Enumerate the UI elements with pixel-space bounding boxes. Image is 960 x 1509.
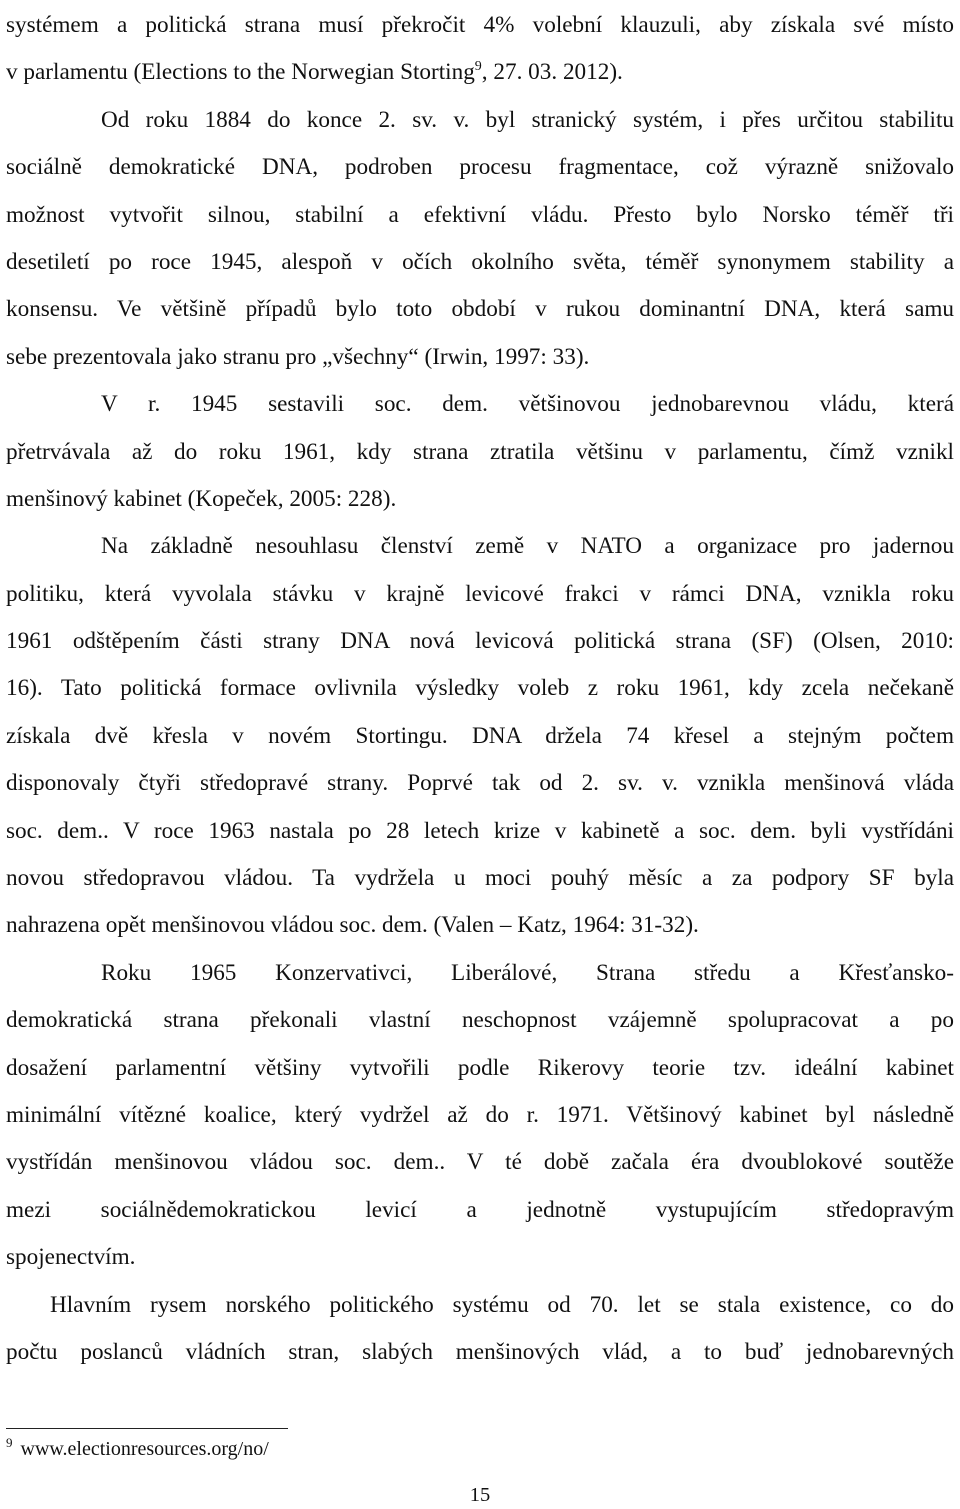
text-line: Na základně nesouhlasu členství země v NATO a organizace pro jadernou bbox=[101, 533, 954, 560]
text-line: desetiletí po roce 1945, alespoň v očích okolního světa, téměř synonymem stability a bbox=[6, 248, 954, 275]
text-line: dosažení parlamentní většiny vytvořili podle Rikerovy teorie tzv. ideální kabinet bbox=[6, 1054, 954, 1081]
text-line: menšinový kabinet (Kopeček, 2005: 228). bbox=[6, 485, 397, 512]
footnote-link[interactable]: www.electionresources.org/no/ bbox=[20, 1438, 269, 1460]
page-number: 15 bbox=[469, 1484, 491, 1506]
text-line: přetrvávala až do roku 1961, kdy strana ztratila většinu v parlamentu, čímž vznikl bbox=[6, 438, 954, 465]
text-line: mezi sociálnědemokratickou levicí a jednotně vystupujícím středopravým bbox=[6, 1196, 954, 1223]
text-line bbox=[6, 49, 954, 96]
text-line: disponovaly čtyři středopravé strany. Poprvé tak od 2. sv. v. vznikla menšinová vláda bbox=[6, 770, 954, 797]
footnote-marker: 9 bbox=[6, 1435, 13, 1450]
text-line: Roku 1965 Konzervativci, Liberálové, Strana středu a Křesťansko- bbox=[101, 959, 954, 986]
text-line: demokratická strana překonali vlastní neschopnost vzájemně spolupracovat a po bbox=[6, 1007, 954, 1034]
text-line-content: v parlamentu (Elections to the Norwegian Storting bbox=[6, 59, 475, 86]
text-line: Hlavním rysem norského politického systému od 70. let se stala existence, co do bbox=[50, 1291, 954, 1318]
text-line-content: , 27. 03. 2012). bbox=[481, 59, 623, 86]
text-line: Od roku 1884 do konce 2. sv. v. byl stranický systém, i přes určitou stabilitu bbox=[101, 106, 954, 133]
footnote-divider bbox=[6, 1428, 288, 1429]
text-line: sociálně demokratické DNA, podroben procesu fragmentace, což výrazně snižovalo bbox=[6, 154, 954, 181]
text-line: 16). Tato politická formace ovlivnila výsledky voleb z roku 1961, kdy zcela nečekaně bbox=[6, 675, 954, 702]
text-line: minimální vítězné koalice, který vydržel až do r. 1971. Většinový kabinet byl následně bbox=[6, 1101, 954, 1128]
text-line: politiku, která vyvolala stávku v krajně levicové frakci v rámci DNA, vznikla roku bbox=[6, 580, 954, 607]
text-line: systémem a politická strana musí překročit 4% volební klauzuli, aby získala své místo bbox=[6, 12, 954, 38]
text-line: 1961 odštěpením části strany DNA nová levicová politická strana (SF) (Olsen, 2010: bbox=[6, 628, 954, 655]
body-text bbox=[6, 2, 954, 1376]
text-line: konsensu. Ve většině případů bylo toto období v rukou dominantní DNA, která samu bbox=[6, 296, 954, 323]
text-line: novou středopravou vládou. Ta vydržela u moci pouhý měsíc a za podpory SF byla bbox=[6, 865, 954, 892]
text-line: získala dvě křesla v novém Stortingu. DNA držela 74 křesel a stejným počtem bbox=[6, 722, 954, 749]
text-line: počtu poslanců vládních stran, slabých menšinových vlád, a to buď jednobarevných bbox=[6, 1338, 954, 1365]
text-line: spojenectvím. bbox=[6, 1244, 136, 1271]
footnote bbox=[6, 1437, 269, 1461]
text-line: vystřídán menšinovou vládou soc. dem.. V té době začala éra dvoublokové soutěže bbox=[6, 1149, 954, 1176]
text-line: V r. 1945 sestavili soc. dem. většinovou jednobarevnou vládu, která bbox=[101, 391, 954, 418]
footnote-reference[interactable]: 9 bbox=[474, 59, 482, 75]
text-line: sebe prezentovala jako stranu pro „všechny“ (Irwin, 1997: 33). bbox=[6, 343, 590, 370]
text-line: soc. dem.. V roce 1963 nastala po 28 letech krize v kabinetě a soc. dem. byli vystřídáni bbox=[6, 817, 954, 844]
text-line: možnost vytvořit silnou, stabilní a efektivní vládu. Přesto bylo Norsko téměř tři bbox=[6, 201, 954, 228]
text-line: nahrazena opět menšinovou vládou soc. dem. (Valen – Katz, 1964: 31-32). bbox=[6, 912, 699, 939]
